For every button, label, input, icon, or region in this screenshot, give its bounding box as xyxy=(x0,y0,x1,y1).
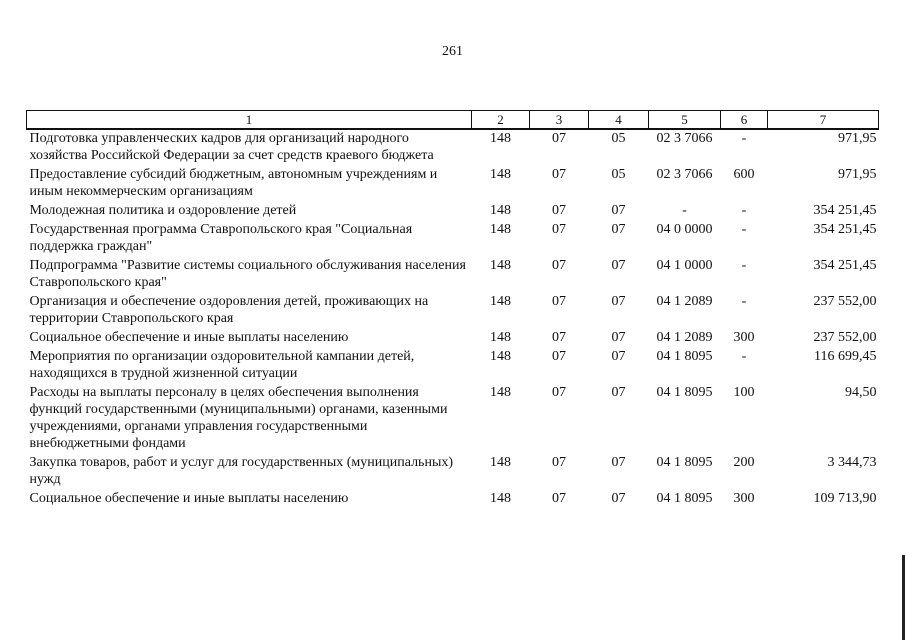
row-name: Мероприятия по организации оздоровительной кампании детей, находящихся в трудной жизненной ситуации xyxy=(29,349,415,381)
row-section: 07 xyxy=(552,203,566,218)
header-col-4: 4 xyxy=(589,111,649,130)
row-ministry: 148 xyxy=(490,455,511,470)
row-ministry: 148 xyxy=(490,131,511,146)
row-target: - xyxy=(682,203,687,218)
row-amount: 971,95 xyxy=(838,167,877,182)
row-subsection: 07 xyxy=(611,258,626,273)
row-ministry: 148 xyxy=(490,167,511,182)
row-amount: 237 552,00 xyxy=(813,294,877,309)
row-section: 07 xyxy=(552,167,566,182)
row-subsection: 07 xyxy=(611,330,626,345)
row-amount: 116 699,45 xyxy=(814,349,877,364)
row-amount: 354 251,45 xyxy=(813,203,877,218)
row-name: Предоставление субсидий бюджетным, автономным учреждениям и иным некоммерческим организациям xyxy=(29,167,438,199)
row-expense-type: - xyxy=(741,294,747,309)
header-col-5: 5 xyxy=(649,111,721,130)
table-row xyxy=(27,384,879,454)
row-expense-type: - xyxy=(741,203,747,218)
row-amount: 109 713,90 xyxy=(813,491,877,506)
row-expense-type: - xyxy=(741,222,747,237)
row-section: 07 xyxy=(552,294,566,309)
row-target: 02 3 7066 xyxy=(656,167,713,182)
row-subsection: 07 xyxy=(611,222,626,237)
row-name: Подпрограмма "Развитие системы социального обслуживания населения Ставропольского края" xyxy=(29,258,466,290)
table-row xyxy=(27,490,879,509)
row-target: 02 3 7066 xyxy=(656,131,713,146)
row-target: 04 1 8095 xyxy=(656,491,713,506)
table-row xyxy=(27,454,879,490)
row-target: 04 0 0000 xyxy=(656,222,713,237)
row-expense-type: - xyxy=(741,131,747,146)
row-section: 07 xyxy=(552,131,566,146)
row-target: 04 1 0000 xyxy=(656,258,713,273)
table-row xyxy=(27,202,879,221)
row-subsection: 07 xyxy=(611,385,626,400)
row-subsection: 07 xyxy=(611,491,626,506)
row-name: Расходы на выплаты персоналу в целях обеспечения выполнения функций государственными (муниципальными) органами, казенными учреждениями, органами управления государственными внебюджетными фондами xyxy=(29,385,448,451)
row-subsection: 05 xyxy=(611,131,626,146)
row-expense-type: - xyxy=(741,258,747,273)
row-expense-type: 300 xyxy=(733,491,755,506)
row-target: 04 1 8095 xyxy=(656,455,713,470)
row-expense-type: 100 xyxy=(733,385,755,400)
row-section: 07 xyxy=(552,455,566,470)
row-ministry: 148 xyxy=(490,385,511,400)
row-subsection: 07 xyxy=(611,294,626,309)
row-amount: 3 344,73 xyxy=(827,455,877,470)
row-ministry: 148 xyxy=(490,491,511,506)
row-target: 04 1 8095 xyxy=(656,349,713,364)
row-section: 07 xyxy=(552,349,566,364)
row-subsection: 05 xyxy=(611,167,626,182)
header-col-7: 7 xyxy=(768,111,879,130)
budget-table xyxy=(26,110,879,509)
table-row xyxy=(27,329,879,348)
header-col-6: 6 xyxy=(721,111,768,130)
row-target: 04 1 2089 xyxy=(656,330,713,345)
row-ministry: 148 xyxy=(490,330,511,345)
header-col-3: 3 xyxy=(530,111,589,130)
table-row xyxy=(27,348,879,384)
row-name: Закупка товаров, работ и услуг для государственных (муниципальных) нужд xyxy=(29,455,454,487)
row-name: Социальное обеспечение и иные выплаты населению xyxy=(29,491,349,506)
row-amount: 237 552,00 xyxy=(813,330,877,345)
row-ministry: 148 xyxy=(490,222,511,237)
row-amount: 94,50 xyxy=(845,385,877,400)
row-name: Государственная программа Ставропольского края "Социальная поддержка граждан" xyxy=(29,222,413,254)
row-name: Организация и обеспечение оздоровления детей, проживающих на территории Ставропольского края xyxy=(29,294,429,326)
row-expense-type: - xyxy=(741,349,747,364)
row-ministry: 148 xyxy=(490,349,511,364)
row-amount: 354 251,45 xyxy=(813,258,877,273)
row-name: Подготовка управленческих кадров для организаций народного хозяйства Российской Федерации за счет средств краевого бюджета xyxy=(29,131,434,163)
row-ministry: 148 xyxy=(490,203,511,218)
row-target: 04 1 2089 xyxy=(656,294,713,309)
row-ministry: 148 xyxy=(490,294,511,309)
row-section: 07 xyxy=(552,330,566,345)
header-col-2: 2 xyxy=(472,111,530,130)
row-amount: 354 251,45 xyxy=(813,222,877,237)
row-name: Социальное обеспечение и иные выплаты населению xyxy=(29,330,349,345)
row-ministry: 148 xyxy=(490,258,511,273)
row-section: 07 xyxy=(552,385,566,400)
page-number: 261 xyxy=(442,44,463,59)
row-target: 04 1 8095 xyxy=(656,385,713,400)
table-row xyxy=(27,257,879,293)
header-col-1: 1 xyxy=(27,111,472,130)
row-subsection: 07 xyxy=(611,203,626,218)
table-row xyxy=(27,129,879,166)
table-row xyxy=(27,166,879,202)
table-row xyxy=(27,293,879,329)
row-expense-type: 600 xyxy=(733,167,755,182)
row-expense-type: 300 xyxy=(733,330,755,345)
table-row xyxy=(27,221,879,257)
row-section: 07 xyxy=(552,258,566,273)
row-section: 07 xyxy=(552,222,566,237)
row-subsection: 07 xyxy=(611,455,626,470)
row-expense-type: 200 xyxy=(733,455,755,470)
header-row xyxy=(27,111,879,130)
row-amount: 971,95 xyxy=(838,131,877,146)
row-section: 07 xyxy=(552,491,566,506)
row-name: Молодежная политика и оздоровление детей xyxy=(29,203,297,218)
row-subsection: 07 xyxy=(611,349,626,364)
